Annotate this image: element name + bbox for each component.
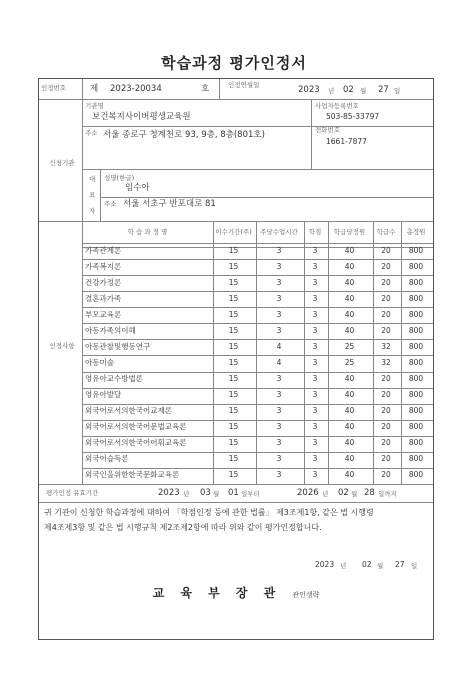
row-divider <box>82 169 433 170</box>
table-cell: 15 <box>228 261 239 271</box>
table-cell: 15 <box>228 341 239 351</box>
course-name-cell: 아동가족의이해 <box>85 325 136 335</box>
table-row-divider <box>82 388 433 389</box>
table-cell: 40 <box>344 261 355 271</box>
table-cell: 800 <box>408 325 424 335</box>
table-cell: 3 <box>312 341 318 351</box>
rep-char-1: 대 <box>89 175 96 183</box>
phone-label: 전화번호 <box>315 126 341 134</box>
table-cell: 3 <box>276 390 282 400</box>
validity-start-month: 03 <box>200 488 211 498</box>
seal-note: 관인생략 <box>292 591 320 599</box>
issue-month-unit: 월 <box>377 562 384 570</box>
table-header-cell: 학급수 <box>376 228 396 236</box>
date-month: 02 <box>343 85 354 95</box>
rep-addr-value: 서울 서초구 반포대로 81 <box>123 199 216 209</box>
table-row-divider <box>82 436 433 437</box>
number-value: 2023-20034 <box>110 84 162 94</box>
table-row-divider <box>82 291 433 292</box>
issue-year: 2023 <box>315 560 335 569</box>
table-row-divider <box>82 420 433 421</box>
table-cell: 3 <box>312 470 318 480</box>
table-cell: 40 <box>344 293 355 303</box>
table-cell: 800 <box>408 422 424 432</box>
table-cell: 3 <box>312 357 318 367</box>
table-cell: 20 <box>381 470 391 480</box>
validity-start-month-unit: 월 <box>213 490 220 498</box>
rep-char-3: 자 <box>89 207 96 215</box>
table-cell: 20 <box>381 261 391 271</box>
table-cell: 3 <box>312 438 318 448</box>
table-cell: 3 <box>276 454 282 464</box>
col-divider <box>100 169 101 221</box>
phone-value: 1661-7877 <box>326 137 367 146</box>
table-cell: 32 <box>381 357 391 367</box>
table-cell: 800 <box>408 277 424 287</box>
table-cell: 800 <box>408 341 424 351</box>
table-cell: 15 <box>228 245 239 255</box>
row-divider <box>100 197 433 198</box>
table-cell: 3 <box>276 438 282 448</box>
validity-start-day: 01 <box>228 488 239 498</box>
course-name-cell: 외국어로서의한국어어휘교육론 <box>85 438 187 448</box>
addr-value: 서울 종로구 청계천로 93, 9층, 8층(801호) <box>103 130 265 140</box>
table-cell: 15 <box>228 470 239 480</box>
table-cell: 3 <box>312 245 318 255</box>
table-cell: 800 <box>408 309 424 319</box>
course-name-cell: 가족복지론 <box>85 261 122 271</box>
table-cell: 15 <box>228 422 239 432</box>
validity-start-year: 2023 <box>158 488 180 498</box>
table-row-divider <box>82 355 433 356</box>
course-name-cell: 외국어습득론 <box>85 454 129 464</box>
table-cell: 3 <box>312 261 318 271</box>
table-cell: 3 <box>276 245 282 255</box>
table-cell: 800 <box>408 357 424 367</box>
issue-year-unit: 년 <box>340 562 347 570</box>
issue-month: 02 <box>362 560 372 569</box>
date-month-unit: 월 <box>360 87 367 95</box>
validity-end-year: 2026 <box>297 488 319 498</box>
validity-start-day-unit: 일부터 <box>241 490 260 498</box>
rep-name-label: 성명(한글) <box>104 174 135 182</box>
table-cell: 3 <box>312 406 318 416</box>
number-prefix: 제 <box>90 84 99 94</box>
table-cell: 20 <box>381 325 391 335</box>
table-cell: 15 <box>228 293 239 303</box>
table-cell: 20 <box>381 293 391 303</box>
table-header-cell: 학급당정원 <box>333 228 366 236</box>
validity-label: 평가인정 유효기간 <box>46 489 99 497</box>
table-row-divider <box>82 259 433 260</box>
biz-label: 사업자등록번호 <box>315 102 359 110</box>
validity-end-year-unit: 년 <box>322 490 329 498</box>
table-cell: 40 <box>344 470 355 480</box>
course-name-cell: 외국어로서의한국어문법교육론 <box>85 422 187 432</box>
table-cell: 800 <box>408 438 424 448</box>
table-cell: 15 <box>228 438 239 448</box>
rep-char-2: 표 <box>89 191 96 199</box>
table-cell: 3 <box>312 293 318 303</box>
table-cell: 40 <box>344 438 355 448</box>
rep-name-value: 임수아 <box>125 183 150 193</box>
validity-end-day: 28 <box>364 488 375 498</box>
table-cell: 20 <box>381 454 391 464</box>
table-row-divider <box>82 339 433 340</box>
table-cell: 20 <box>381 245 391 255</box>
table-cell: 20 <box>381 374 391 384</box>
declaration-line-2: 제4조제3항 및 같은 법 시행규칙 제2조제2항에 따라 위와 같이 평가인정합니다. <box>44 523 322 532</box>
table-header-cell: 총정원 <box>406 228 426 236</box>
table-cell: 3 <box>312 374 318 384</box>
table-cell: 32 <box>381 341 391 351</box>
declaration-text <box>44 505 428 535</box>
table-cell: 3 <box>276 261 282 271</box>
rep-addr-label: 주소 <box>104 200 117 208</box>
issuer-block <box>38 582 434 601</box>
row-divider <box>39 99 433 100</box>
table-cell: 3 <box>276 309 282 319</box>
table-cell: 40 <box>344 325 355 335</box>
validity-end-month: 02 <box>338 488 349 498</box>
table-cell: 800 <box>408 261 424 271</box>
table-row-divider <box>82 372 433 373</box>
table-cell: 800 <box>408 293 424 303</box>
table-cell: 800 <box>408 406 424 416</box>
table-cell: 40 <box>344 374 355 384</box>
table-cell: 15 <box>228 277 239 287</box>
table-cell: 3 <box>312 309 318 319</box>
number-suffix: 호 <box>201 84 210 94</box>
table-cell: 20 <box>381 406 391 416</box>
table-cell: 3 <box>276 325 282 335</box>
issuer-name: 교 육 부 장 관 <box>152 586 282 600</box>
table-row-divider <box>82 404 433 405</box>
table-cell: 3 <box>312 277 318 287</box>
table-cell: 40 <box>344 245 355 255</box>
table-cell: 3 <box>276 293 282 303</box>
table-cell: 800 <box>408 374 424 384</box>
applicant-section-label: 신청기관 <box>49 159 75 167</box>
date-year: 2023 <box>298 85 320 95</box>
table-cell: 800 <box>408 390 424 400</box>
table-row-divider <box>82 468 433 469</box>
course-name-cell: 외국인을위한한국문화교육론 <box>85 470 180 480</box>
table-cell: 20 <box>381 438 391 448</box>
table-cell: 40 <box>344 406 355 416</box>
row-divider <box>39 502 433 503</box>
date-year-unit: 년 <box>328 87 335 95</box>
course-name-cell: 아동미술 <box>85 357 114 367</box>
table-cell: 20 <box>381 422 391 432</box>
table-cell: 15 <box>228 325 239 335</box>
biz-value: 503-85-33797 <box>326 112 380 121</box>
table-cell: 3 <box>312 454 318 464</box>
table-cell: 3 <box>276 277 282 287</box>
org-value: 보건복지사이버평생교육원 <box>92 112 191 122</box>
table-cell: 4 <box>276 357 282 367</box>
table-cell: 20 <box>381 309 391 319</box>
table-cell: 40 <box>344 309 355 319</box>
table-cell: 800 <box>408 454 424 464</box>
table-cell: 3 <box>276 374 282 384</box>
table-cell: 15 <box>228 390 239 400</box>
validity-end-day-unit: 일까지 <box>378 490 397 498</box>
row-divider <box>39 484 433 485</box>
col-divider <box>311 99 312 169</box>
date-day-unit: 일 <box>394 87 401 95</box>
table-cell: 800 <box>408 470 424 480</box>
table-cell: 3 <box>312 325 318 335</box>
table-cell: 3 <box>312 390 318 400</box>
table-cell: 25 <box>344 357 355 367</box>
table-cell: 15 <box>228 406 239 416</box>
table-cell: 20 <box>381 390 391 400</box>
table-cell: 3 <box>312 422 318 432</box>
courses-section-label: 인정사항 <box>49 342 75 350</box>
table-cell: 3 <box>276 470 282 480</box>
table-header-cell: 이수기간(주) <box>215 228 252 236</box>
table-row-divider <box>82 275 433 276</box>
table-cell: 20 <box>381 277 391 287</box>
declaration-line-1: 귀 기관이 신청한 학습과정에 대하여 「학점인정 등에 관한 법률」 제3조제1항, 같은 법 시행령 <box>44 508 374 517</box>
table-header-cell: 주당수업시간 <box>260 228 298 236</box>
table-header-cell: 학 습 과 정 명 <box>127 228 168 236</box>
table-cell: 40 <box>344 390 355 400</box>
table-row-divider <box>82 307 433 308</box>
col-divider <box>219 79 220 99</box>
date-label: 인정연월일 <box>228 81 260 89</box>
table-cell: 15 <box>228 454 239 464</box>
table-cell: 800 <box>408 245 424 255</box>
number-label: 인정번호 <box>41 84 67 92</box>
table-header-cell: 학점 <box>308 228 322 236</box>
addr-label: 주소 <box>85 129 98 137</box>
course-name-cell: 영유아교수방법론 <box>85 374 143 384</box>
table-cell: 25 <box>344 341 355 351</box>
table-cell: 4 <box>276 341 282 351</box>
table-row-divider <box>82 323 433 324</box>
issue-day: 27 <box>395 560 405 569</box>
table-cell: 3 <box>276 406 282 416</box>
table-cell: 15 <box>228 374 239 384</box>
course-name-cell: 외국어로서의한국어교재론 <box>85 406 172 416</box>
validity-end-month-unit: 월 <box>351 490 358 498</box>
table-cell: 40 <box>344 422 355 432</box>
row-divider <box>82 126 433 127</box>
validity-start-year-unit: 년 <box>183 490 190 498</box>
table-row-divider <box>82 243 433 244</box>
document-title: 학습과정 평가인정서 <box>161 54 307 72</box>
course-name-cell: 영유아발달 <box>85 390 122 400</box>
course-name-cell: 건강가정론 <box>85 277 122 287</box>
date-day: 27 <box>378 85 389 95</box>
table-cell: 40 <box>344 454 355 464</box>
table-cell: 40 <box>344 277 355 287</box>
course-name-cell: 결혼과가족 <box>85 293 122 303</box>
org-label: 기관명 <box>85 102 104 110</box>
issue-day-unit: 일 <box>411 562 418 570</box>
table-cell: 15 <box>228 357 239 367</box>
course-name-cell: 부모교육론 <box>85 309 122 319</box>
table-cell: 15 <box>228 309 239 319</box>
course-name-cell: 아동관찰및행동연구 <box>85 341 151 351</box>
table-row-divider <box>82 452 433 453</box>
table-cell: 3 <box>276 422 282 432</box>
course-name-cell: 가족관계론 <box>85 245 122 255</box>
